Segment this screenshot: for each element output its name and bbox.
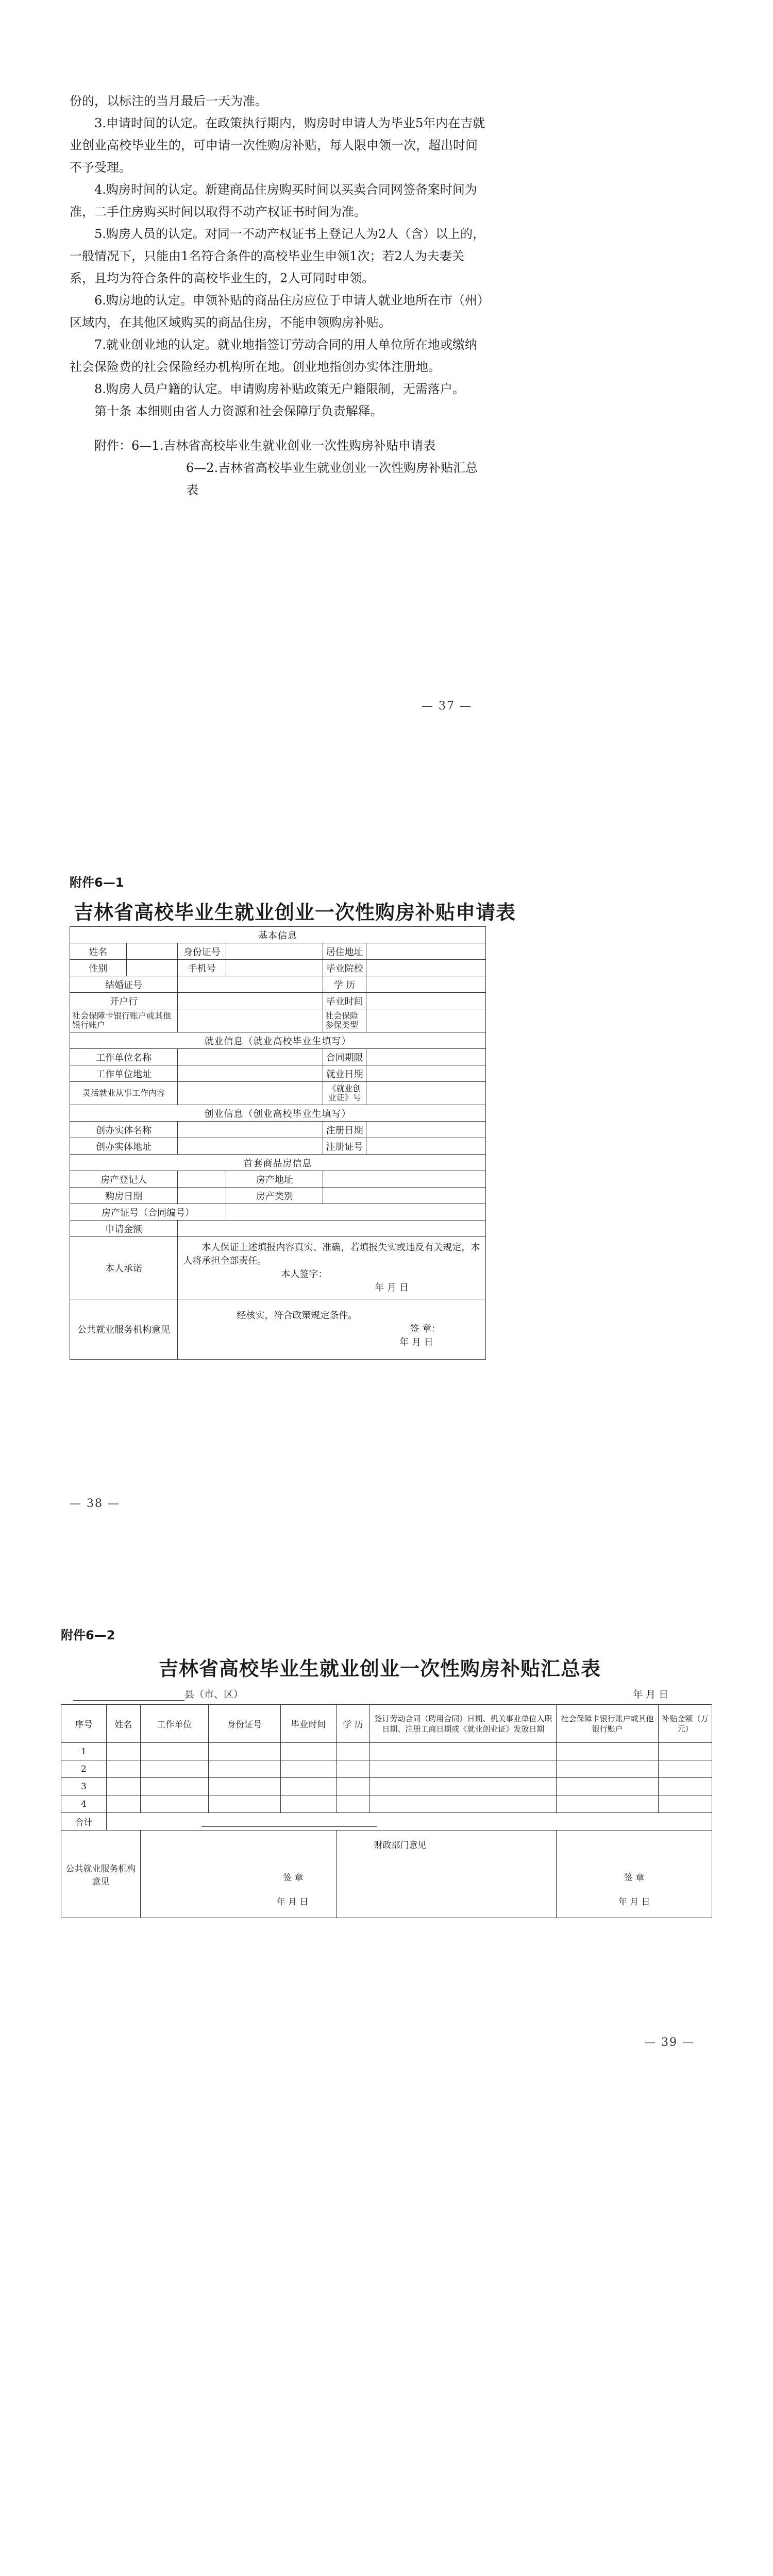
field-value[interactable] [366,1082,486,1105]
col-header: 签订劳动合同（聘用合同）日期、机关事业单位入职日期、注册工商日期或《就业创业证》发放日期 [370,1705,557,1743]
field-value[interactable] [178,993,323,1009]
field-value[interactable] [366,1049,486,1065]
col-header: 身份证号 [208,1705,280,1743]
field-label: 学 历 [323,976,366,993]
cell[interactable] [659,1743,712,1760]
row-number: 1 [61,1743,107,1760]
body-text [70,90,486,501]
col-header: 学 历 [336,1705,370,1743]
section-header: 就业信息（就业高校毕业生填写） [70,1032,486,1049]
agency-text: 经核实，符合政策规定条件。 [237,1310,358,1321]
summary-table [61,1704,712,1918]
cell[interactable] [336,1795,370,1813]
cell[interactable] [280,1795,336,1813]
field-value[interactable] [323,1171,486,1188]
field-value[interactable] [226,943,323,960]
cell[interactable] [557,1760,659,1778]
cell[interactable] [557,1743,659,1760]
attachment-label: 附件6—1 [70,875,124,890]
page-number: — 38 — [70,1497,120,1510]
field-label: 合同期限 [323,1049,366,1065]
finance-opinion-cell[interactable] [557,1831,712,1918]
page-number: — 39 — [644,2036,695,2049]
field-label: 毕业院校 [323,960,366,976]
cell[interactable] [280,1743,336,1760]
field-value[interactable] [366,1122,486,1138]
field-value[interactable] [178,1188,226,1204]
cell[interactable] [140,1760,208,1778]
cell[interactable] [106,1778,140,1795]
page-39 [0,1597,773,2061]
page-number: — 37 — [422,700,472,713]
cell[interactable] [140,1778,208,1795]
finance-opinion-label: 财政部门意见 [374,1840,427,1851]
field-label: 注册证号 [323,1138,366,1155]
field-label: 就业日期 [323,1065,366,1082]
cell[interactable] [208,1795,280,1813]
field-label: 房产地址 [226,1171,323,1188]
cell[interactable] [106,1760,140,1778]
row-number: 3 [61,1778,107,1795]
finance-date: 年 月 日 [618,1897,650,1907]
cell[interactable] [557,1778,659,1795]
county-blank[interactable] [73,1689,184,1701]
agency-cell [178,1299,486,1360]
pledge-date: 年 月 日 [375,1282,409,1293]
field-value[interactable] [366,976,486,993]
pledge-cell [178,1237,486,1299]
cell[interactable] [370,1760,557,1778]
paragraph: 份的，以标注的当月最后一天为准。 [70,94,267,108]
col-header: 工作单位 [140,1705,208,1743]
pledge-sign: 本人签字： [281,1269,328,1280]
field-value[interactable] [366,1009,486,1032]
field-label: 手机号 [178,960,226,976]
cell[interactable] [336,1760,370,1778]
agency-date: 年 月 日 [276,1897,309,1907]
field-label: 本人承诺 [70,1237,178,1299]
col-header: 毕业时间 [280,1705,336,1743]
col-header: 姓名 [106,1705,140,1743]
field-label: 创办实体地址 [70,1138,178,1155]
row-number: 2 [61,1760,107,1778]
field-label: 工作单位名称 [70,1049,178,1065]
county-line [73,1687,243,1701]
attachment-line: 6—2.吉林省高校毕业生就业创业一次性购房补贴汇总表 [186,461,478,497]
cell[interactable] [106,1795,140,1813]
field-label: 社会保障卡银行账户或其他银行账户 [70,1009,178,1032]
field-value[interactable] [178,1065,323,1082]
cell[interactable] [208,1743,280,1760]
agency-seal: 签 章 [283,1873,304,1883]
page-37 [0,0,773,732]
paragraph: 4.购房时间的认定。新建商品住房购买时间以买卖合同网签备案时间为准，二手住房购买时间以取得不动产权证书时间为准。 [70,182,477,219]
cell[interactable] [208,1778,280,1795]
paragraph: 3.申请时间的认定。在政策执行期内，购房时申请人为毕业5年内在吉就业创业高校毕业生的，可申请一次性购房补贴，每人限申领一次，超出时间不予受理。 [70,116,485,175]
total-label: 合计 [61,1813,107,1831]
field-value[interactable] [126,960,178,976]
field-label: 房产登记人 [70,1171,178,1188]
col-header: 序号 [61,1705,107,1743]
cell[interactable] [659,1795,712,1813]
cell[interactable] [336,1778,370,1795]
field-label: 社会保险参保类型 [323,1009,366,1032]
cell[interactable] [370,1743,557,1760]
field-value[interactable] [178,1082,323,1105]
cell[interactable] [140,1743,208,1760]
field-label: 身份证号 [178,943,226,960]
agency-seal: 签 章： [410,1324,441,1334]
field-value[interactable] [226,1204,486,1221]
attachment-line: 附件：6—1.吉林省高校毕业生就业创业一次性购房补贴申请表 [94,438,436,453]
page-38 [0,824,773,1556]
field-label: 结婚证号 [70,976,178,993]
field-value[interactable] [366,1138,486,1155]
form-title: 吉林省高校毕业生就业创业一次性购房补贴汇总表 [159,1657,601,1680]
field-label: 工作单位地址 [70,1065,178,1082]
application-form [70,926,486,1360]
field-label: 毕业时间 [323,993,366,1009]
cell[interactable] [280,1760,336,1778]
finance-opinion-label-cell [336,1831,557,1918]
finance-seal: 签 章 [624,1873,645,1883]
paragraph: 7.就业创业地的认定。就业地指签订劳动合同的用人单位所在地或缴纳社会保险费的社会保险经办机构所在地。创业地指创办实体注册地。 [70,337,477,374]
field-label: 居住地址 [323,943,366,960]
field-value[interactable] [178,1138,323,1155]
table-row [61,1743,712,1760]
field-value[interactable] [178,1171,226,1188]
cell[interactable] [370,1795,557,1813]
field-label: 《就业创业证》号 [323,1082,366,1105]
paragraph: 第十条 本细则由省人力资源和社会保障厅负责解释。 [94,404,383,418]
field-label: 灵活就业从事工作内容 [70,1082,178,1105]
cell[interactable] [208,1760,280,1778]
paragraph: 8.购房人员户籍的认定。申请购房补贴政策无户籍限制，无需落户。 [94,382,465,396]
field-value[interactable] [126,943,178,960]
field-value[interactable] [178,1221,486,1237]
cell[interactable] [280,1778,336,1795]
field-value[interactable] [178,1122,323,1138]
field-label: 注册日期 [323,1122,366,1138]
cell[interactable] [336,1743,370,1760]
paragraph: 5.购房人员的认定。对同一不动产权证书上登记人为2人（含）以上的，一般情况下，只能由1名符合条件的高校毕业生申领1次；若2人为夫妻关系，且均为符合条件的高校毕业生的，2人可同时申领。 [70,227,485,285]
agency-opinion-label: 公共就业服务机构意见 [61,1831,141,1918]
county-label: 县（市、区） [184,1689,244,1700]
table-row [61,1795,712,1813]
field-value[interactable] [323,1188,486,1204]
field-label: 创办实体名称 [70,1122,178,1138]
field-label: 姓名 [70,943,127,960]
cell[interactable] [659,1760,712,1778]
field-label: 房产类别 [226,1188,323,1204]
table-row [61,1778,712,1795]
agency-opinion-cell[interactable] [140,1831,336,1918]
pledge-text: 本人保证上述填报内容真实、准确，若填报失实或违反有关规定，本人将承担全部责任。 [183,1242,480,1266]
field-label: 房产证号（合同编号） [70,1204,226,1221]
section-header: 基本信息 [70,927,486,943]
field-label: 申请金额 [70,1221,178,1237]
col-header: 社会保障卡银行账户或其他银行账户 [557,1705,659,1743]
section-header: 创业信息（创业高校毕业生填写） [70,1105,486,1122]
cell[interactable] [659,1778,712,1795]
total-cell[interactable] [106,1813,712,1831]
cell[interactable] [106,1743,140,1760]
field-value[interactable] [226,960,323,976]
field-value[interactable] [178,1049,323,1065]
field-label: 公共就业服务机构意见 [70,1299,178,1360]
header-date: 年 月 日 [633,1689,669,1700]
field-value[interactable] [178,976,323,993]
cell[interactable] [370,1778,557,1795]
cell[interactable] [140,1795,208,1813]
col-header: 补贴金额（万元） [659,1705,712,1743]
field-label: 开户行 [70,993,178,1009]
table-row [61,1760,712,1778]
agency-date: 年 月 日 [399,1337,433,1348]
cell[interactable] [557,1795,659,1813]
attachment-label: 附件6—2 [61,1628,115,1642]
field-value[interactable] [366,960,486,976]
field-label: 性别 [70,960,127,976]
section-header: 首套商品房信息 [70,1155,486,1171]
field-value[interactable] [366,993,486,1009]
form-title: 吉林省高校毕业生就业创业一次性购房补贴申请表 [74,901,516,924]
field-value[interactable] [366,943,486,960]
field-value[interactable] [178,1009,323,1032]
row-number: 4 [61,1795,107,1813]
field-value[interactable] [366,1065,486,1082]
paragraph: 6.购房地的认定。申领补贴的商品住房应位于申请人就业地所在市（州）区域内，在其他区域购买的商品住房，不能申领购房补贴。 [70,293,483,330]
total-row [61,1813,712,1831]
field-label: 购房日期 [70,1188,178,1204]
